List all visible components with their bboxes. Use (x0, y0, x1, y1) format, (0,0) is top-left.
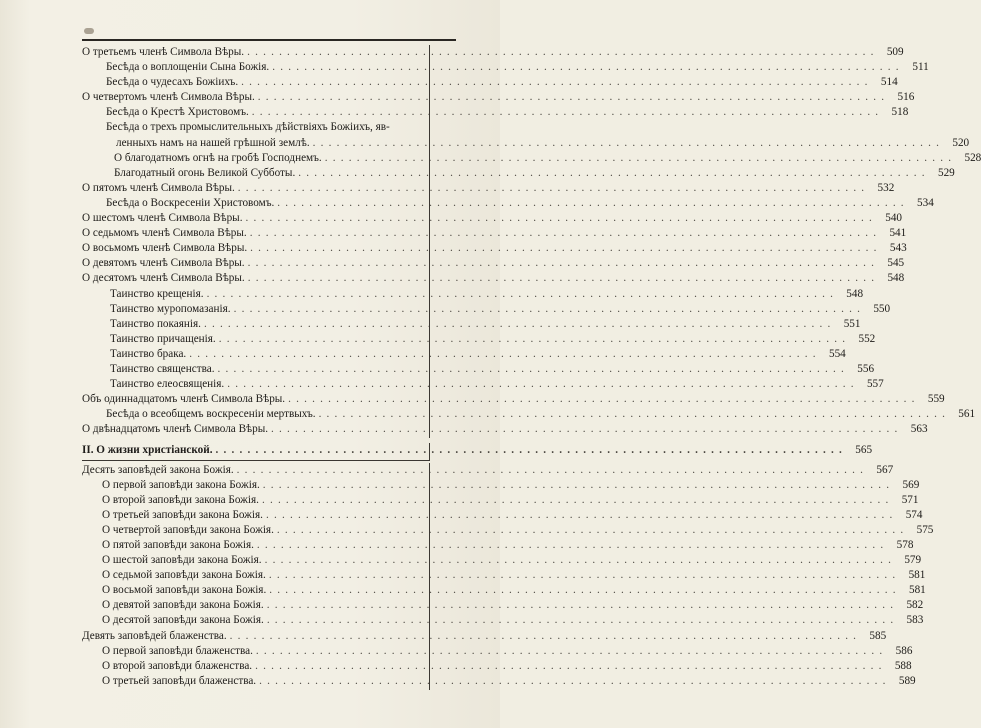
toc-entry-label: О второй заповѣди закона Божія. (102, 493, 259, 506)
toc-page-number: 528 (964, 151, 981, 164)
toc-page-number: 518 (891, 106, 909, 119)
toc-entry-label: Объ одиннадцатомъ членѣ Символа Вѣры. (82, 393, 286, 406)
dot-leader (241, 75, 869, 90)
toc-page-number: 575 (916, 523, 934, 536)
toc-entry-label: О двѣнадцатомъ членѣ Символа Вѣры. (82, 423, 269, 436)
dot-leader (257, 538, 885, 553)
column-rule (429, 478, 430, 494)
dot-leader (246, 211, 874, 226)
column-rule (429, 181, 430, 197)
toc-entry (82, 407, 976, 422)
column-rule (429, 256, 430, 272)
toc-page-number: 582 (906, 599, 924, 612)
toc-entry (82, 151, 981, 166)
toc-page-number: 579 (904, 554, 922, 567)
toc-page-number: 551 (843, 317, 861, 330)
toc-entry (82, 508, 923, 523)
toc-page-number: 534 (917, 196, 934, 209)
toc-entry (82, 181, 895, 196)
toc-page-number: 574 (905, 508, 923, 521)
toc-page-number: 585 (869, 629, 887, 642)
toc-page-number: 581 (908, 569, 926, 582)
toc-page-number: 583 (906, 614, 924, 627)
column-rule (429, 523, 430, 539)
column-rule (429, 347, 430, 363)
toc-entry (82, 613, 924, 628)
dot-leader (230, 629, 858, 644)
toc-entry-label: О шестой заповѣди закона Божія. (102, 554, 262, 567)
column-rule (429, 332, 430, 348)
toc-entry-label: О первой заповѣди блаженства. (102, 644, 253, 657)
toc-page-number: 548 (846, 287, 864, 300)
toc-page-number: 511 (912, 61, 929, 74)
toc-entry (82, 45, 904, 60)
column-rule (429, 553, 430, 569)
toc-page-number: 586 (895, 644, 913, 657)
dot-leader (325, 151, 953, 166)
toc-page-number: 561 (958, 408, 976, 421)
toc-entry (82, 478, 920, 493)
toc-page-number: 529 (937, 166, 955, 179)
toc-entry-label: Бесѣда о всеобщемъ воскресеніи мертвыхъ. (106, 408, 316, 421)
toc-page-number: 532 (877, 181, 895, 194)
toc-entry-label: О благодатномъ огнѣ на гробѣ Господнемъ. (114, 151, 322, 164)
toc-entry (82, 553, 922, 568)
column-rule (429, 317, 430, 333)
toc-entry (82, 75, 898, 90)
column-rule (429, 583, 430, 599)
toc-entry (82, 629, 887, 644)
dot-leader (250, 241, 878, 256)
toc-entry-label: О пятой заповѣди закона Божія. (102, 539, 254, 551)
column-rule (429, 241, 430, 257)
toc-entry (82, 317, 861, 332)
toc-entry-label: О пятомъ членѣ Символа Вѣры. (82, 181, 235, 194)
toc-entry (82, 598, 924, 613)
toc-page-number: 520 (952, 136, 970, 149)
column-rule (429, 629, 430, 645)
dot-leader (313, 136, 941, 151)
dot-leader (277, 196, 905, 211)
toc-page-number: 545 (887, 257, 905, 270)
column-rule (429, 377, 430, 393)
dot-leader (252, 105, 880, 120)
toc-entry-label: Таинство елеосвященія. (110, 378, 225, 391)
toc-entry-label: Девять заповѣдей блаженства. (82, 629, 227, 642)
toc-page-number: 514 (880, 76, 898, 89)
column-rule (429, 392, 430, 408)
toc-entry (82, 302, 891, 317)
dot-leader (255, 659, 883, 674)
toc-page-number: 548 (887, 272, 905, 285)
toc-entry-multiline (82, 120, 970, 150)
dot-leader (269, 583, 897, 598)
toc-entry-label (106, 120, 943, 150)
toc-entry (82, 211, 903, 226)
toc-entry (82, 523, 934, 538)
toc-entry (82, 226, 907, 241)
toc-page-number: 581 (908, 584, 926, 597)
toc-entry (82, 332, 876, 347)
toc-section-label: II. О жизни христіанской. (82, 444, 213, 457)
toc-entry-label: О первой заповѣди закона Божія. (102, 478, 260, 491)
toc-entry-label: О восьмомъ членѣ Символа Вѣры. (82, 242, 248, 255)
toc-entry (82, 392, 945, 407)
column-rule (429, 90, 430, 106)
column-rule (429, 407, 430, 423)
dot-leader (248, 256, 876, 271)
toc-entry (82, 256, 905, 271)
column-rule (429, 211, 430, 227)
column-rule (429, 120, 430, 151)
column-rule (429, 443, 430, 459)
toc-page-number: 552 (858, 332, 876, 345)
column-rule (429, 422, 430, 438)
dot-leader (298, 166, 926, 181)
column-rule (429, 302, 430, 318)
dot-leader (207, 287, 835, 302)
toc-entry-label: О восьмой заповѣди закона Божія. (102, 584, 267, 597)
toc-entry-label: Таинство покаянія. (110, 317, 201, 330)
toc-entry (82, 644, 913, 659)
column-rule (429, 45, 430, 61)
toc-entry-label: Таинство брака. (110, 347, 187, 360)
toc-page-number: 556 (857, 362, 875, 375)
toc-page-number: 563 (910, 423, 928, 436)
dot-leader (204, 317, 832, 332)
toc-entry-label-line-2: ленныхъ намъ на нашей грѣшной землѣ. (116, 136, 310, 149)
toc-page-number: 588 (894, 659, 912, 672)
column-rule (429, 226, 430, 242)
toc-entry (82, 105, 909, 120)
toc-page-number: 559 (927, 393, 945, 406)
column-rule (429, 151, 430, 167)
toc-entry-label: О шестомъ членѣ Символа Вѣры. (82, 212, 243, 225)
toc-entry-label: Десять заповѣдей закона Божія. (82, 463, 234, 476)
toc-entry-label: О четвертомъ членѣ Символа Вѣры. (82, 91, 255, 104)
toc-page-number: 541 (889, 227, 907, 240)
dot-leader (262, 493, 890, 508)
section-underline (82, 460, 430, 461)
toc-entry-label: Таинство муропомазанія. (110, 302, 231, 315)
toc-entry (82, 271, 905, 286)
dot-leader (258, 90, 886, 105)
dot-leader (319, 407, 947, 422)
toc-group-1 (82, 45, 929, 120)
dot-leader (227, 377, 855, 392)
column-rule (429, 613, 430, 629)
toc-entry-label: Бесѣда о Воскресеніи Христовомъ. (106, 196, 275, 209)
toc-entry-label-line-1: Бесѣда о трехъ промыслительныхъ дѣйствіяхъ Божіихъ, яв- (106, 121, 390, 134)
toc-group-3 (82, 463, 934, 689)
toc-entry-label: О четвертой заповѣди закона Божія. (102, 523, 274, 536)
toc-page-number: 569 (902, 478, 920, 491)
toc-page-number: 550 (873, 302, 891, 315)
toc-entry (82, 241, 907, 256)
dot-leader (263, 478, 891, 493)
column-rule (429, 463, 430, 479)
toc-entry (82, 583, 926, 598)
toc-group-2 (82, 151, 981, 438)
toc-entry-label: Таинство причащенія. (110, 332, 216, 345)
toc-entry (82, 659, 912, 674)
column-rule (429, 568, 430, 584)
toc-entry (82, 287, 864, 302)
toc-entry (82, 538, 914, 553)
toc-entry-label: Бесѣда о чудесахъ Божіихъ. (106, 76, 239, 89)
column-rule (429, 659, 430, 675)
dot-leader (219, 332, 847, 347)
toc-entry-label: Бесѣда о Крестѣ Христовомъ. (106, 106, 249, 119)
column-rule (429, 362, 430, 378)
toc-page-number: 567 (876, 463, 894, 476)
dot-leader (271, 422, 899, 437)
dot-leader (189, 347, 817, 362)
column-rule (429, 196, 430, 212)
toc-entry (82, 568, 926, 583)
column-rule (429, 287, 430, 303)
toc-entry-label: О десятой заповѣди закона Божія. (102, 614, 264, 627)
dot-leader (265, 553, 893, 568)
column-rule (429, 166, 430, 182)
toc-page-number: 589 (898, 674, 916, 687)
toc-page-number: 557 (866, 378, 884, 391)
toc-entry-label: О третьемъ членѣ Символа Вѣры. (82, 46, 245, 58)
column-rule (429, 598, 430, 614)
dot-leader (277, 523, 905, 538)
toc-entry-label: Таинство крещенія. (110, 287, 204, 300)
toc-entry-label: Таинство священства. (110, 362, 215, 375)
dot-leader (267, 598, 895, 613)
column-rule (429, 271, 430, 287)
toc-page-number: 543 (889, 242, 907, 255)
toc-entry (82, 674, 916, 689)
toc-entry (82, 347, 846, 362)
column-rule (429, 674, 430, 690)
dot-leader (247, 45, 875, 60)
dot-leader (266, 508, 894, 523)
toc-entry-label: Бесѣда о воплощеніи Сына Божія. (106, 61, 270, 74)
toc-entry (82, 60, 929, 75)
toc-entry-label: О седьмой заповѣди закона Божія. (102, 569, 266, 582)
toc-entry-label: О девятомъ членѣ Символа Вѣры. (82, 257, 245, 270)
toc-entry (82, 422, 928, 437)
dot-leader (267, 613, 895, 628)
column-rule (429, 538, 430, 554)
toc-entry-label: О второй заповѣди блаженства. (102, 659, 253, 672)
toc-page-number: 509 (886, 46, 904, 58)
top-rule (82, 39, 456, 41)
toc-entry-label: О третьей заповѣди закона Божія. (102, 508, 263, 521)
toc-entry (82, 463, 894, 478)
toc-page-number: 571 (901, 493, 919, 506)
column-rule (429, 493, 430, 509)
column-rule (429, 60, 430, 76)
dot-leader (234, 302, 862, 317)
dot-leader (216, 443, 844, 458)
dot-leader (250, 226, 878, 241)
toc-entry (82, 362, 875, 377)
dot-leader (238, 181, 866, 196)
toc-entry-label: О десятомъ членѣ Символа Вѣры. (82, 272, 245, 285)
toc-page-number: 516 (897, 91, 915, 104)
toc-page-number: 540 (885, 212, 903, 225)
toc-entry (82, 196, 934, 211)
toc-entry-label: О третьей заповѣди блаженства. (102, 674, 257, 687)
toc-page-number: 565 (855, 444, 873, 457)
dot-leader (248, 271, 876, 286)
toc-page-number: 554 (828, 347, 846, 360)
toc-entry (82, 90, 915, 105)
toc-entry-label: Благодатный огонь Великой Субботы. (114, 166, 296, 179)
toc-page-number: 578 (896, 539, 914, 551)
dot-leader (288, 392, 916, 407)
toc-section-title (82, 443, 873, 458)
toc-entry (82, 166, 955, 181)
column-rule (429, 105, 430, 121)
column-rule (429, 75, 430, 91)
dot-leader (272, 60, 900, 75)
dot-leader (256, 644, 884, 659)
dot-leader (269, 568, 897, 583)
table-of-contents (82, 45, 981, 689)
toc-entry (82, 493, 919, 508)
column-rule (429, 508, 430, 524)
dot-leader (237, 463, 865, 478)
dot-leader (259, 674, 887, 689)
toc-entry-label: О девятой заповѣди закона Божія. (102, 599, 264, 612)
toc-entry-label: О седьмомъ членѣ Символа Вѣры. (82, 227, 247, 240)
toc-entry (82, 377, 884, 392)
dot-leader (218, 362, 846, 377)
ink-mark (84, 28, 94, 34)
column-rule (429, 644, 430, 660)
